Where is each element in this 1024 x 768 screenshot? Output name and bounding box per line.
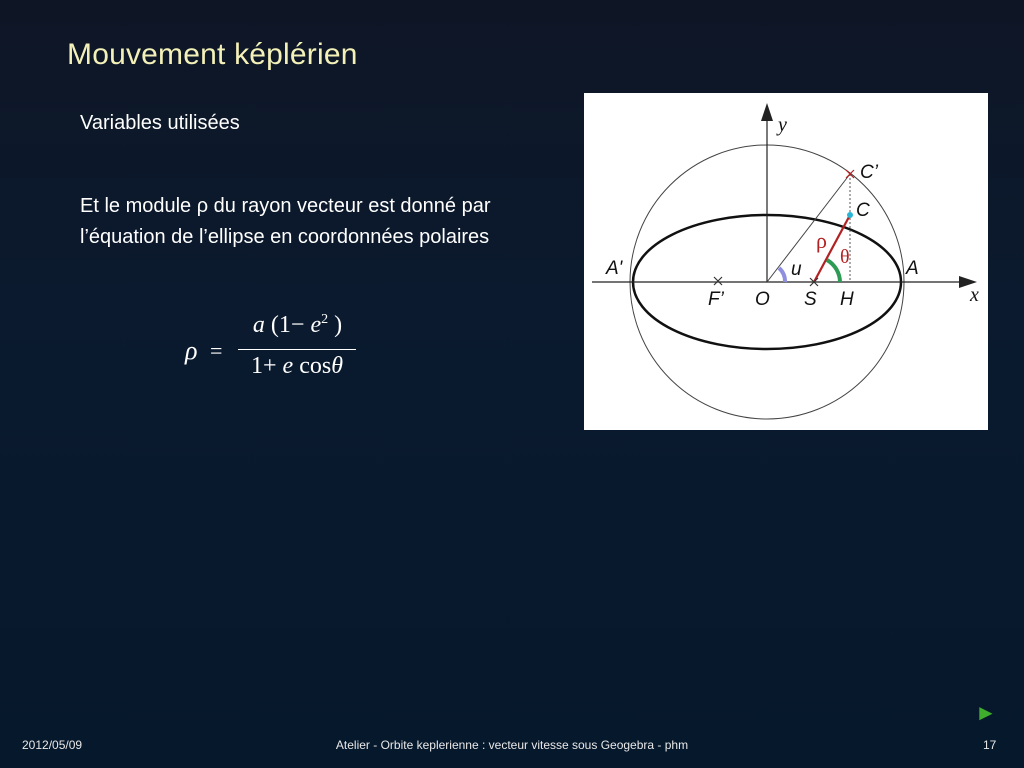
label-s: S (804, 289, 817, 310)
y-axis-arrow-icon (761, 103, 773, 121)
point-c (847, 212, 853, 218)
label-c-prime: C’ (860, 162, 878, 183)
label-a-prime: A' (606, 258, 623, 279)
page-number: 17 (983, 738, 997, 752)
fraction-bar (238, 349, 356, 350)
label-c: C (856, 200, 870, 221)
formula-equals: = (210, 338, 223, 363)
body-paragraph: Et le module ρ du rayon vecteur est donné par l’équation de l’ellipse en coordonnées polaires (80, 195, 491, 248)
label-y: y (778, 114, 787, 136)
point-cprime-cross (846, 170, 854, 178)
label-u: u (791, 259, 802, 280)
label-rho: ρ (816, 228, 827, 253)
label-h: H (840, 289, 854, 310)
label-x: x (970, 284, 979, 306)
formula-lhs: ρ (185, 336, 198, 365)
next-slide-icon[interactable]: ► (975, 700, 997, 725)
ellipse-diagram (584, 93, 988, 430)
label-theta: θ (840, 246, 850, 268)
footer-title: Atelier - Orbite keplerienne : vecteur vitesse sous Geogebra - phm (335, 738, 689, 752)
ellipse-diagram-svg (584, 93, 988, 430)
polar-ellipse-formula (180, 310, 370, 390)
label-f-prime: F’ (708, 289, 724, 310)
formula-numerator: a ($1- e^2$ ) (252, 312, 343, 338)
slide-subtitle: Variables utilisées (80, 112, 240, 134)
theta-angle-arc (827, 260, 840, 282)
label-o: O (755, 289, 770, 310)
slide-title: Mouvement képlérien (67, 38, 358, 71)
focus-fprime-cross (714, 277, 722, 285)
formula-denominator: 1+ e cosθ (251, 353, 343, 379)
line-o-cprime (767, 174, 850, 282)
label-a: A (906, 258, 919, 279)
u-angle-arc (779, 268, 785, 282)
footer-date: 2012/05/09 (22, 738, 83, 752)
